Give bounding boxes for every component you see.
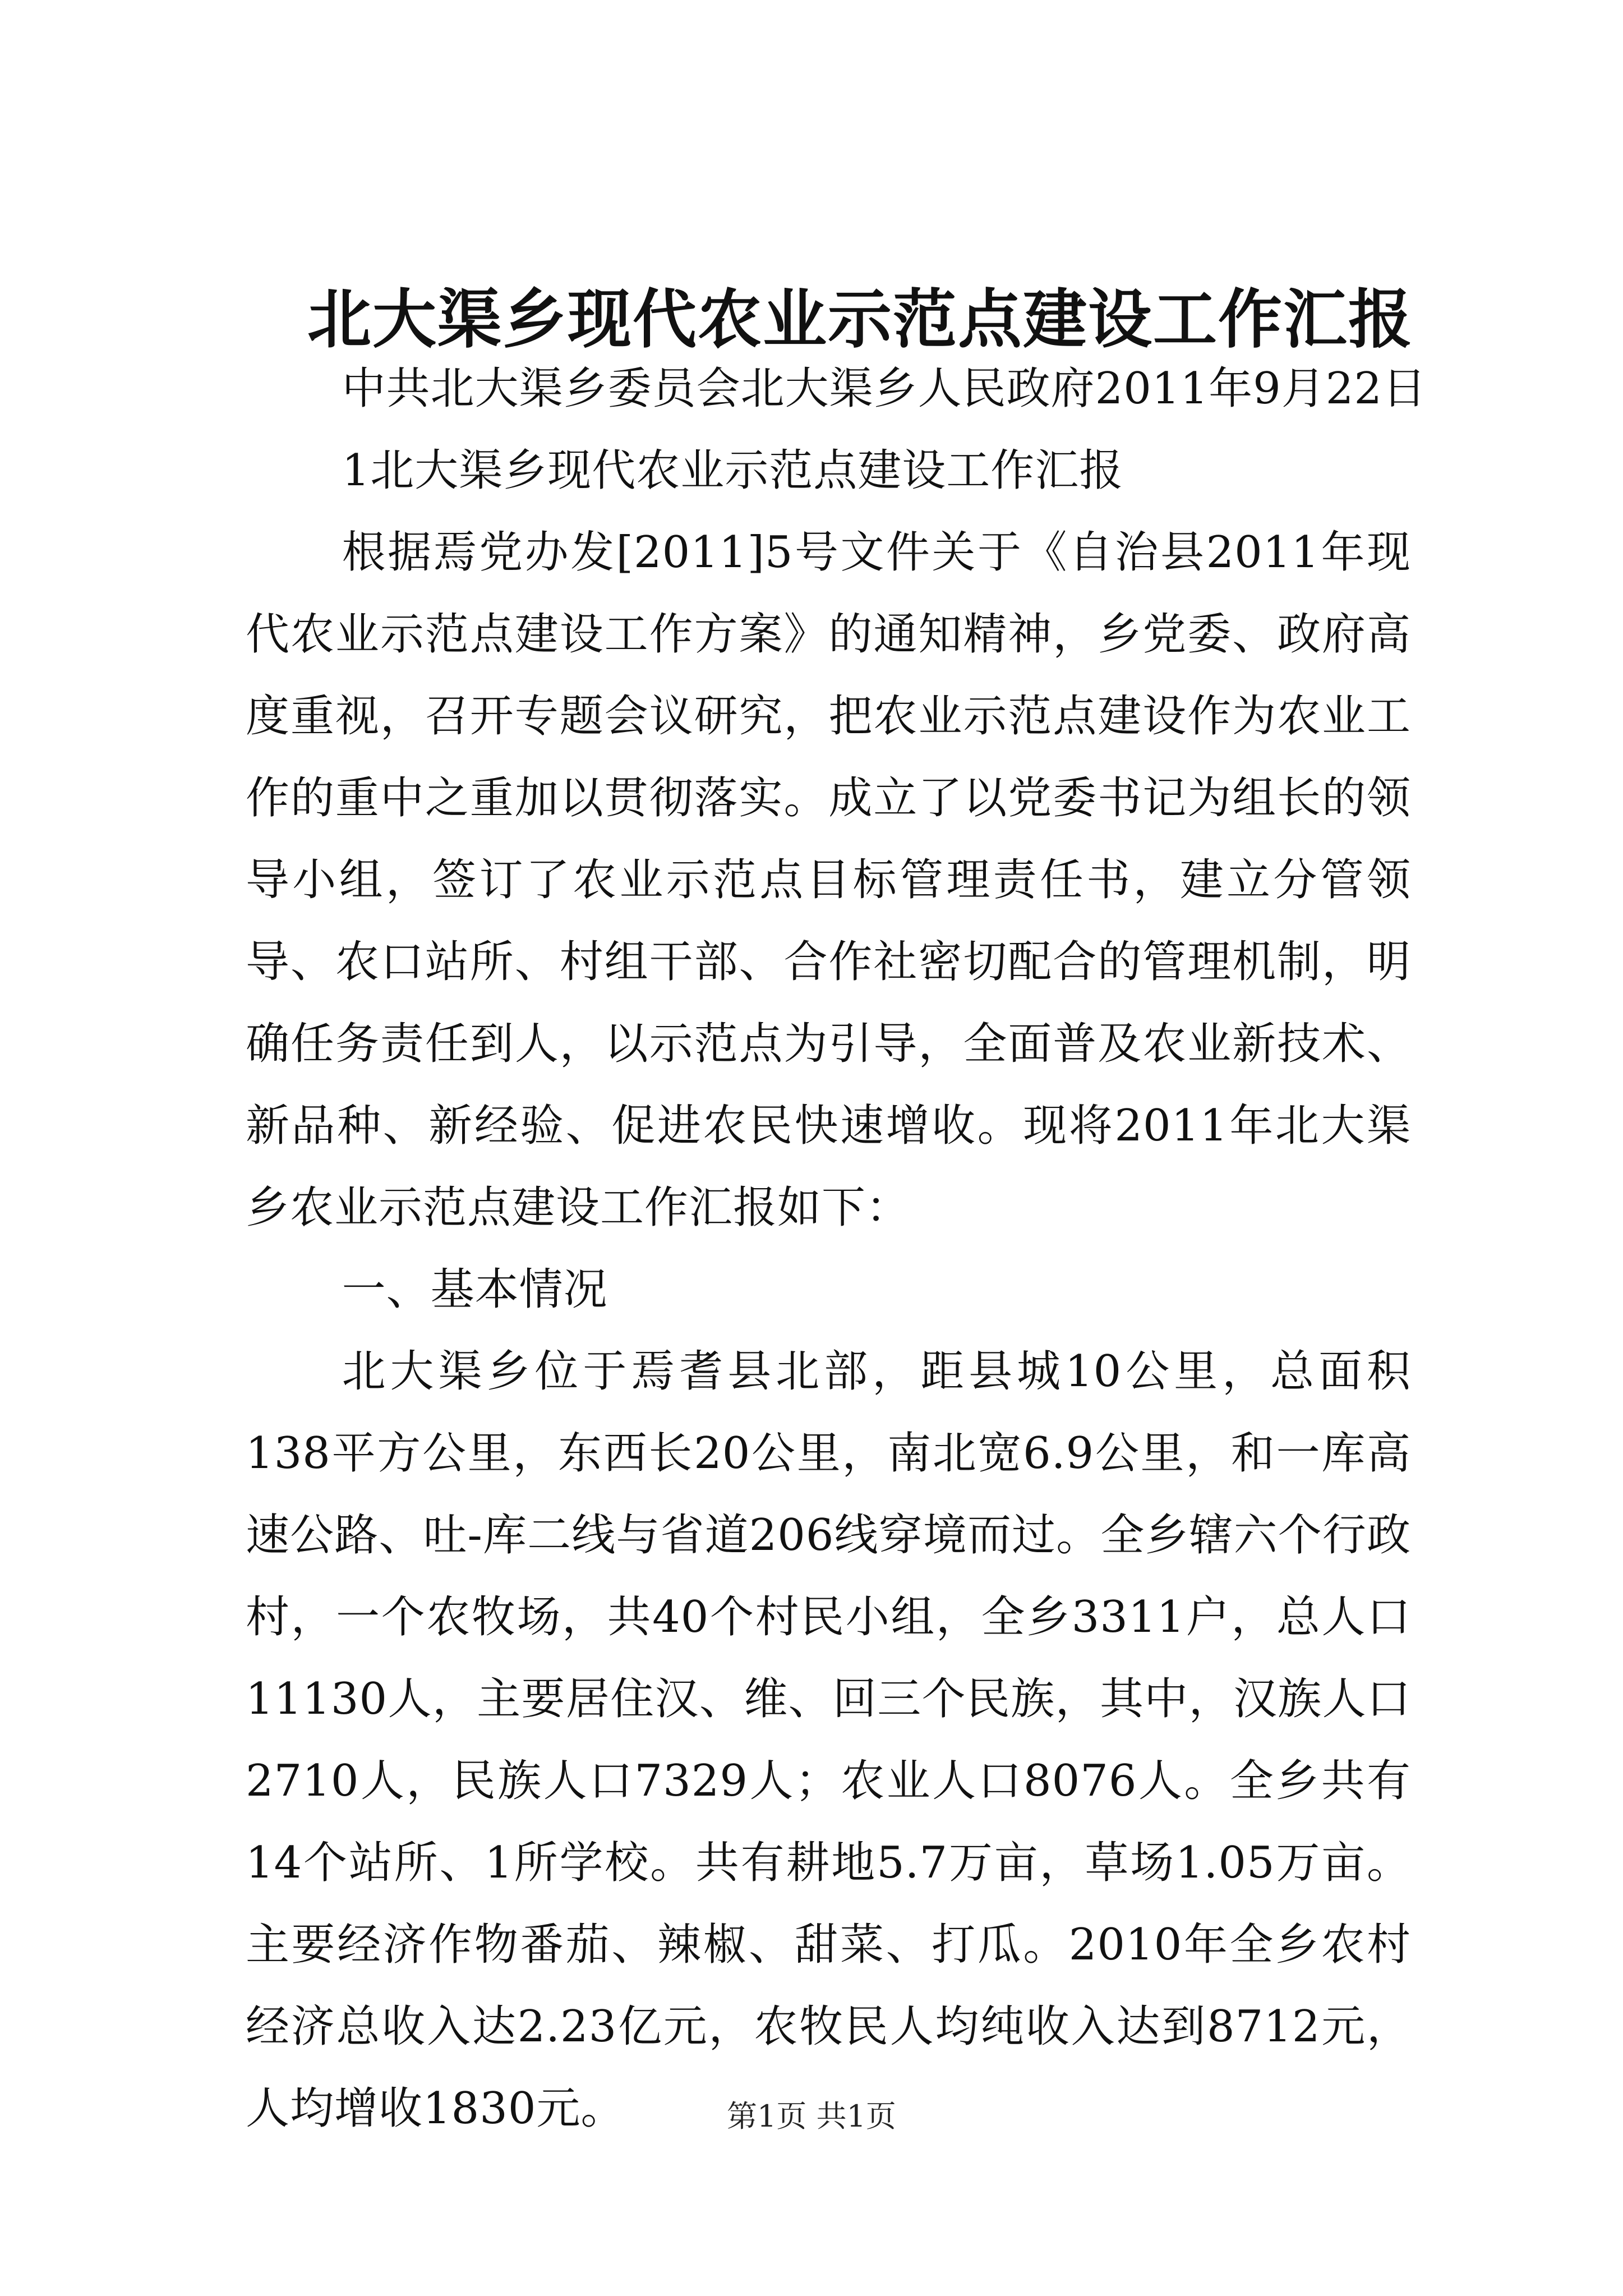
page-footer: 第1页 共1页 bbox=[727, 2099, 896, 2134]
document-body bbox=[246, 348, 1427, 2150]
body-paragraph-basic-info: 北大渠乡位于焉耆县北部，距县城10公里，总面积138平方公里，东西长20公里，南北宽6.9公里，和一库高速公路、吐-库二线与省道206线穿境而过。全乡辖六个行政村，一个农牧场，共40个村民小组，全乡3311户，总人口11130人，主要居住汉、维、回三个民族，其中，汉族人口2710人，民族人口7329人；农业人口8076人。全乡共有14个站所、1所学校。共有耕地5.7万亩，草场1.05万亩。主要经济作物番茄、辣椒、甜菜、打瓜。2010年全乡农村经济总收入达2.23亿元，农牧民人均纯收入达到8712元，人均增收1830元。 bbox=[246, 1346, 1411, 2134]
document-subtitle: 1北大渠乡现代农业示范点建设工作汇报 bbox=[342, 445, 1124, 496]
body-paragraph-intro: 根据焉党办发[2011]5号文件关于《自治县2011年现代农业示范点建设工作方案》的通知精神，乡党委、政府高度重视，召开专题会议研究，把农业示范点建设作为农业工作的重中之重加以贯彻落实。成立了以党委书记为组长的领导小组，签订了农业示范点目标管理责任书，建立分管领导、农口站所、村组干部、合作社密切配合的管理机制，明确任务责任到人，以示范点为引导，全面普及农业新技术、新品种、新经验、促进农民快速增收。现将2011年北大渠乡农业示范点建设工作汇报如下： bbox=[246, 527, 1411, 1233]
document-title: 北大渠乡现代农业示范点建设工作汇报 bbox=[307, 282, 1414, 357]
document-byline: 中共北大渠乡委员会北大渠乡人民政府2011年9月22日 bbox=[342, 364, 1427, 414]
section-heading-basic-info: 一、基本情况 bbox=[342, 1264, 608, 1315]
